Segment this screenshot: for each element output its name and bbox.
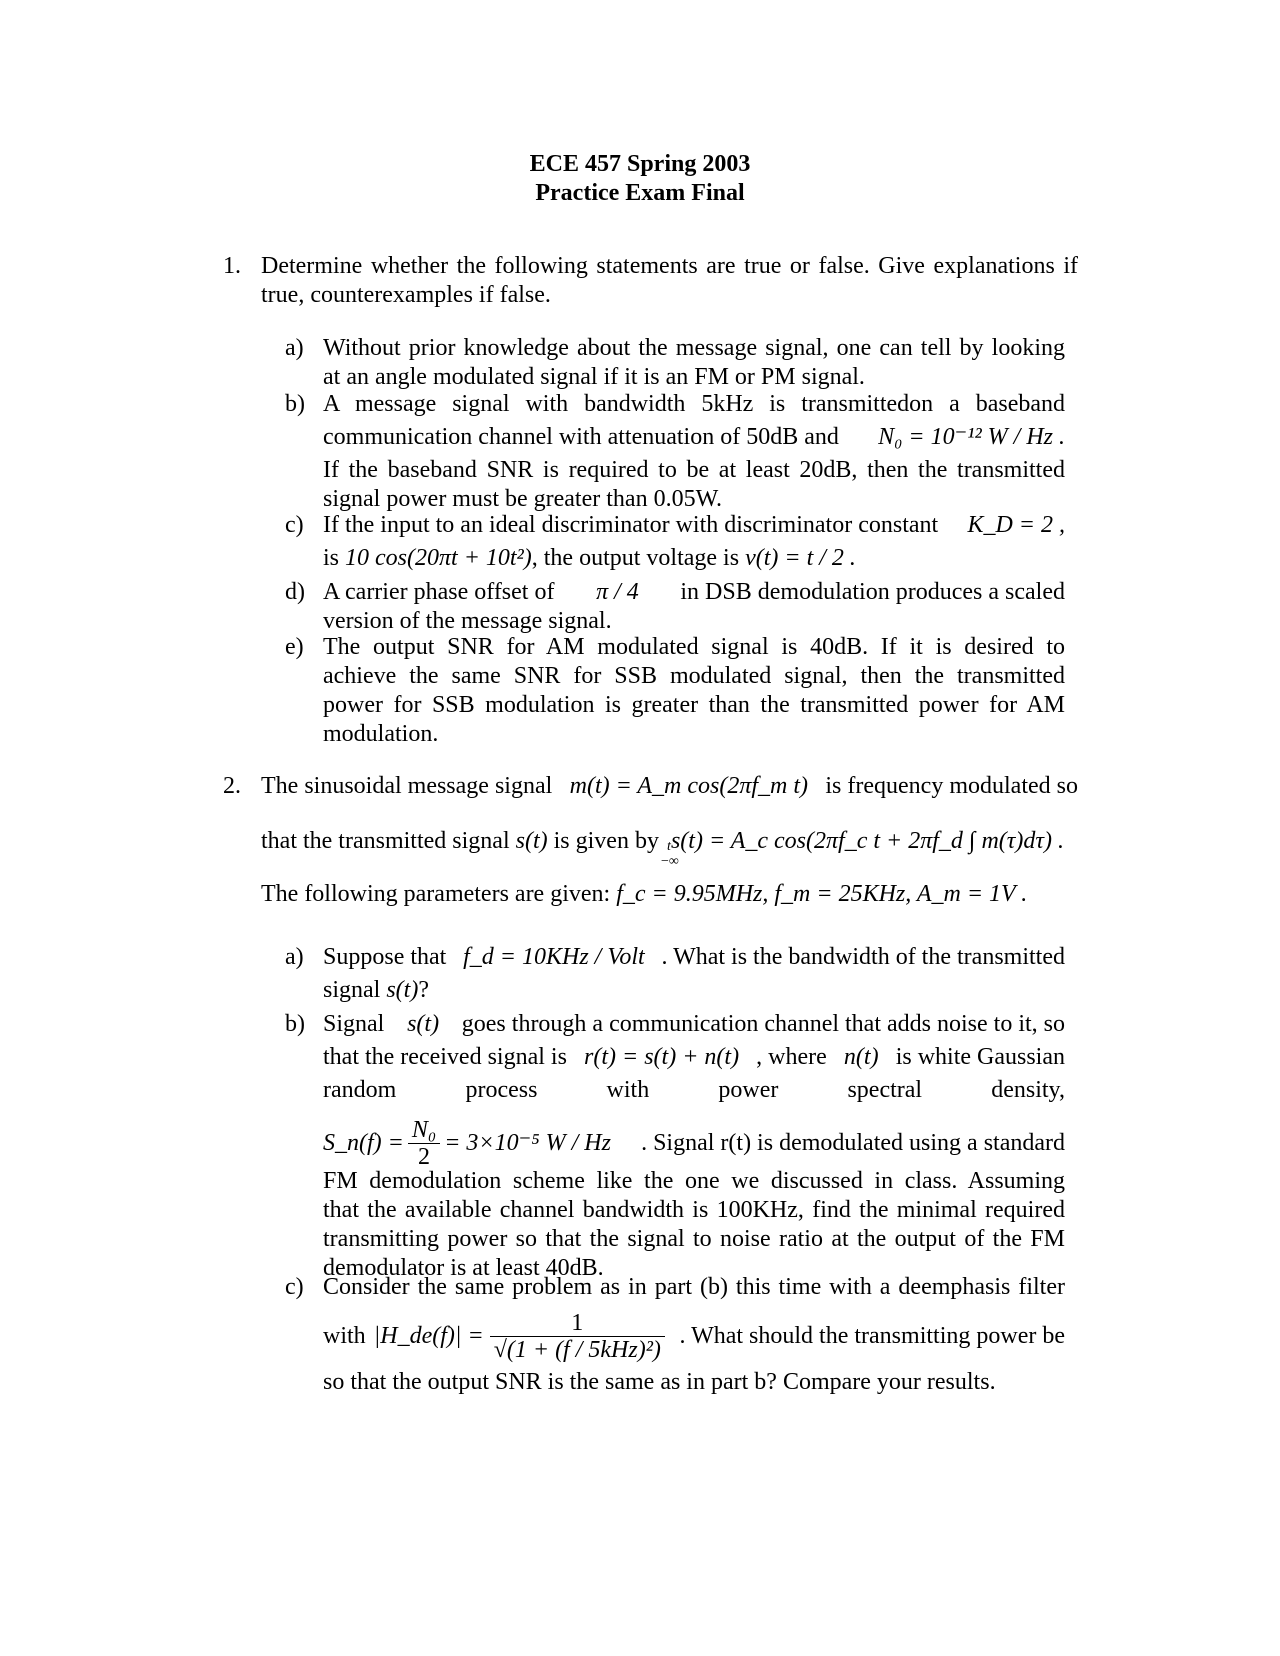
part-text: A carrier phase offset of <box>323 579 555 605</box>
part-text: , the output voltage is <box>531 545 740 571</box>
part-line: communication channel with attenuation of 50dB and <box>323 424 839 450</box>
question-1-line: true, counterexamples if false. <box>261 282 551 308</box>
noise-symbol: n(t) <box>843 1044 879 1070</box>
parameters-formula: f_c = 9.95MHz, f_m = 25KHz, A_m = 1V . <box>616 881 1028 907</box>
part-line: If the input to an ideal discriminator with discriminator constant <box>323 512 939 538</box>
part-line: so that the output SNR is the same as in part b? Compare your results. <box>323 1369 996 1395</box>
part-label: a) <box>285 335 304 361</box>
noise-density-formula: N₀ = 10⁻¹² W / Hz . <box>878 424 1065 450</box>
question-2-text: The sinusoidal message signal <box>261 773 553 799</box>
fraction-denominator: 2 <box>418 1143 431 1170</box>
question-number: 2. <box>223 773 241 799</box>
fraction-numerator: N₀ <box>408 1117 440 1144</box>
part-line: The output SNR for AM modulated signal is 40dB. If it is desired to <box>323 634 1065 660</box>
part-line: modulation. <box>323 721 439 747</box>
signal-symbol: s(t) <box>515 828 548 854</box>
signal-symbol: s(t) <box>407 1011 440 1037</box>
part-line: Consider the same problem as in part (b) this time with a deemphasis filter <box>323 1274 1065 1300</box>
part-line: A message signal with bandwidth 5kHz is transmittedon a baseband <box>323 391 1065 417</box>
part-text: is white Gaussian <box>895 1044 1065 1070</box>
discriminator-constant: K_D = 2 , <box>967 512 1065 538</box>
message-signal-formula: m(t) = A_m cos(2πf_m t) <box>569 773 809 799</box>
part-text: , where <box>756 1044 827 1070</box>
part-line: that the available channel bandwidth is 100KHz, find the minimal required <box>323 1197 1065 1223</box>
part-text: ? <box>418 977 429 1003</box>
part-line: transmitting power so that the signal to noise ratio at the output of the FM <box>323 1226 1065 1252</box>
exam-title <box>0 150 1280 208</box>
title-exam: Practice Exam Final <box>535 180 745 206</box>
part-line: at an angle modulated signal if it is an FM or PM signal. <box>323 364 865 390</box>
part-label: a) <box>285 944 304 970</box>
part-text: with <box>323 1322 366 1349</box>
question-1-text <box>261 252 1078 310</box>
part-text: that the received signal is <box>323 1044 567 1070</box>
phase-offset-formula: π / 4 <box>596 579 639 605</box>
title-course: ECE 457 Spring 2003 <box>529 151 751 177</box>
integral-lower-limit: −∞ <box>660 854 679 869</box>
part-text: in DSB demodulation produces a scaled <box>680 579 1065 605</box>
question-2-text: is frequency modulated so <box>825 773 1078 799</box>
part-label: c) <box>285 512 304 538</box>
part-text: signal <box>323 977 381 1003</box>
part-text: goes through a communication channel that adds noise to it, so <box>461 1011 1065 1037</box>
part-label: c) <box>285 1274 304 1300</box>
signal-symbol: s(t) <box>386 977 419 1003</box>
question-2-text: The following parameters are given: <box>261 881 611 907</box>
part-text: . What is the bandwidth of the transmitted <box>661 944 1065 970</box>
output-voltage-formula: v(t) = t / 2 . <box>745 545 856 571</box>
part-label: e) <box>285 634 304 660</box>
part-line: signal power must be greater than 0.05W. <box>323 486 723 512</box>
part-text: Suppose that <box>323 944 447 970</box>
part-text: . What should the transmitting power be <box>679 1322 1065 1349</box>
part-label: d) <box>285 579 305 605</box>
part-label: b) <box>285 1011 305 1037</box>
part-line: version of the message signal. <box>323 608 612 634</box>
fm-signal-formula: s(t) = A_c cos(2πf_c t + 2πf_d ∫ m(τ)dτ) . <box>670 828 1064 854</box>
received-signal-formula: r(t) = s(t) + n(t) <box>584 1044 740 1070</box>
psd-fraction <box>408 1117 440 1170</box>
question-2-text: is given by <box>553 828 659 854</box>
part-line: Without prior knowledge about the message signal, one can tell by looking <box>323 335 1065 361</box>
filter-magnitude: |H_de(f)| = <box>373 1322 484 1349</box>
part-line: If the baseband SNR is required to be at least 20dB, then the transmitted <box>323 457 1065 483</box>
part-line: achieve the same SNR for SSB modulated signal, then the transmitted <box>323 663 1065 689</box>
part-line: power for SSB modulation is greater than the transmitted power for AM <box>323 692 1065 718</box>
psd-lhs: S_n(f) = <box>323 1129 404 1156</box>
psd-rhs: = 3×10⁻⁵ W / Hz <box>444 1129 611 1156</box>
part-text: . Signal r(t) is demodulated using a standard <box>641 1129 1065 1156</box>
question-1-line: Determine whether the following statements are true or false. Give explanations if <box>261 253 1078 279</box>
fraction-numerator: 1 <box>490 1310 665 1337</box>
part-line: random process with power spectral density, <box>323 1077 1065 1103</box>
integral-upper-limit: t <box>666 839 671 854</box>
filter-fraction <box>490 1310 665 1363</box>
part-text: is <box>323 545 340 571</box>
question-2-text: that the transmitted signal <box>261 828 510 854</box>
part-line: FM demodulation scheme like the one we discussed in class. Assuming <box>323 1168 1065 1194</box>
input-signal-formula: 10 cos(20πt + 10t²) <box>345 545 532 571</box>
deviation-constant: f_d = 10KHz / Volt <box>463 944 645 970</box>
fraction-denominator: √(1 + (f / 5kHz)²) <box>493 1336 661 1363</box>
part-line: demodulator is at least 40dB. <box>323 1255 604 1281</box>
part-text: Signal <box>323 1011 385 1037</box>
question-number: 1. <box>223 253 241 279</box>
part-label: b) <box>285 391 305 417</box>
